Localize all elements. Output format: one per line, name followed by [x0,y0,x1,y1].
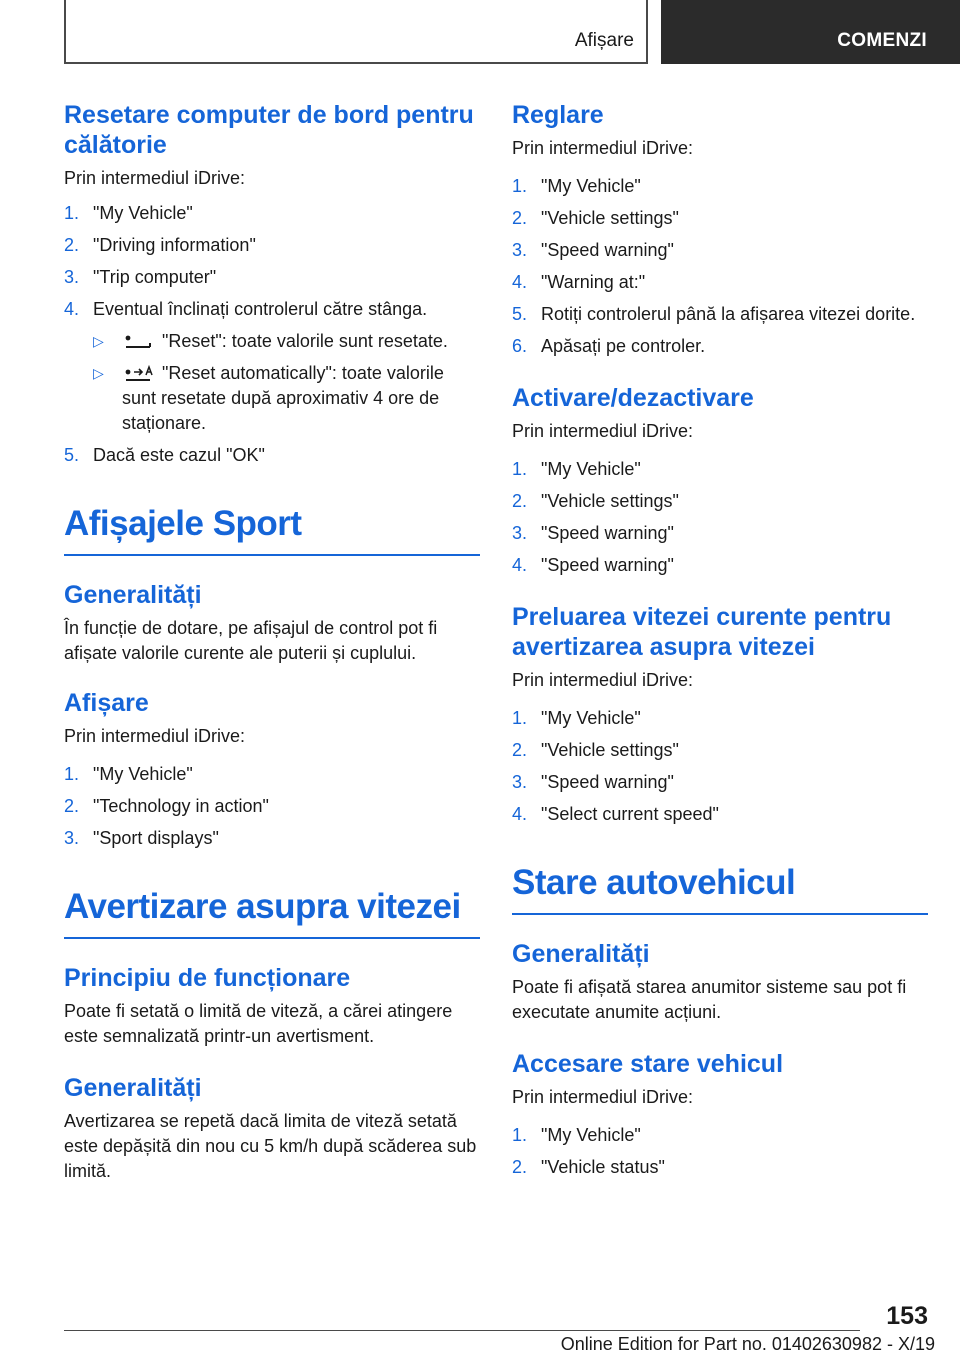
access-status-steps [512,1123,928,1180]
list-item: 1. "My Vehicle" [64,203,193,223]
list-item: ▷ "Reset": toate valorile sunt resetate. [93,331,448,351]
header-section-label: COMENZI [837,30,927,51]
adjust-title: Reglare [512,101,604,129]
list-item: 2. "Driving information" [64,235,256,255]
sport-display-steps [64,762,480,851]
sport-general-title: Generalități [64,581,202,609]
activation-intro: Prin intermediul iDrive: [512,421,694,441]
right-column [512,100,928,1180]
header-title: Afișare [574,30,634,51]
left-column [64,100,480,1184]
list-item: 4. "Warning at:" [512,272,646,292]
reset-symbol-icon [122,333,154,351]
reset-intro: Prin intermediul iDrive: [64,168,246,188]
footer-edition [0,1334,935,1355]
list-item: 3. "Speed warning" [512,240,674,260]
access-status-intro: Prin intermediul iDrive: [512,1087,694,1107]
sport-display-intro: Prin intermediul iDrive: [64,726,246,746]
status-general-title: Generalități [512,940,650,968]
list-item: 1. "My Vehicle" [64,764,193,784]
reset-options [93,329,480,436]
speed-general-text: Avertizarea se repetă dacă limita de viteză setată este depășită din nou cu 5 km/h după scăderea sub limită. [64,1111,477,1181]
list-item: 3. "Trip computer" [64,267,217,287]
footer-divider [64,1330,860,1331]
access-status-title: Accesare stare vehicul [512,1050,784,1078]
header-section-tab [661,0,960,64]
list-item: 5. Dacă este cazul "OK" [64,445,265,465]
list-item: 4. Eventual înclinați controlerul către stânga. ▷ "Reset": toate valorile sunt resetate. ▷ "Reset automatically": toate valorile sunt resetate după aproximativ 4 ore de staționare. [64,297,480,436]
sport-general-text: În funcție de dotare, pe afișajul de control pot fi afișate valorile curente ale puterii și cuplului. [64,618,438,663]
footer-edition-text: Online Edition for Part no. 01402630982 - X/19 [560,1334,935,1354]
list-item: 6. Apăsați pe controler. [512,336,706,356]
activation-title: Activare/dezactivare [512,384,754,412]
list-item: 1. "My Vehicle" [512,459,641,479]
principle-title: Principiu de funcționare [64,964,351,992]
list-item: 2. "Vehicle settings" [512,740,679,760]
sport-display-title: Afișare [64,689,149,717]
take-current-speed-title: Preluarea vitezei curente pentru avertizarea asupra vitezei [512,603,892,661]
list-item: 1. "My Vehicle" [512,1125,641,1145]
list-item: 1. "My Vehicle" [512,708,641,728]
adjust-steps [512,174,928,359]
sport-displays-title: Afișajele Sport [64,504,480,556]
principle-text: Poate fi setată o limită de viteză, a cărei atingere este semnalizată printr-un avertisment. [64,1001,453,1046]
list-item: 2. "Vehicle settings" [512,491,679,511]
speed-warning-title: Avertizare asupra vitezei [64,887,480,939]
list-item: 3. "Sport displays" [64,828,219,848]
page-number: 153 [886,1302,928,1330]
header-title-box [64,0,648,64]
list-item: ▷ "Reset automatically": toate valorile sunt resetate după aproximativ 4 ore de staționare. [93,363,444,433]
reset-auto-symbol-icon [122,365,154,383]
list-item: 3. "Speed warning" [512,523,674,543]
reset-steps [64,201,480,468]
reset-trip-title: Resetare computer de bord pentru călătorie [64,101,474,159]
list-item: 1. "My Vehicle" [512,176,641,196]
list-item: 2. "Technology in action" [64,796,269,816]
list-item: 2. "Vehicle settings" [512,208,679,228]
adjust-intro: Prin intermediul iDrive: [512,138,694,158]
vehicle-status-title: Stare autovehicul [512,863,928,915]
list-item: 4. "Select current speed" [512,804,719,824]
status-general-text: Poate fi afișată starea anumitor sisteme sau pot fi executate anumite acțiuni. [512,977,907,1022]
take-current-speed-intro: Prin intermediul iDrive: [512,670,694,690]
list-item: 5. Rotiți controlerul până la afișarea vitezei dorite. [512,304,916,324]
list-item: 2. "Vehicle status" [512,1157,665,1177]
take-current-speed-steps [512,706,928,827]
list-item: 4. "Speed warning" [512,555,674,575]
list-item: 3. "Speed warning" [512,772,674,792]
activation-steps [512,457,928,578]
speed-general-title: Generalități [64,1074,202,1102]
